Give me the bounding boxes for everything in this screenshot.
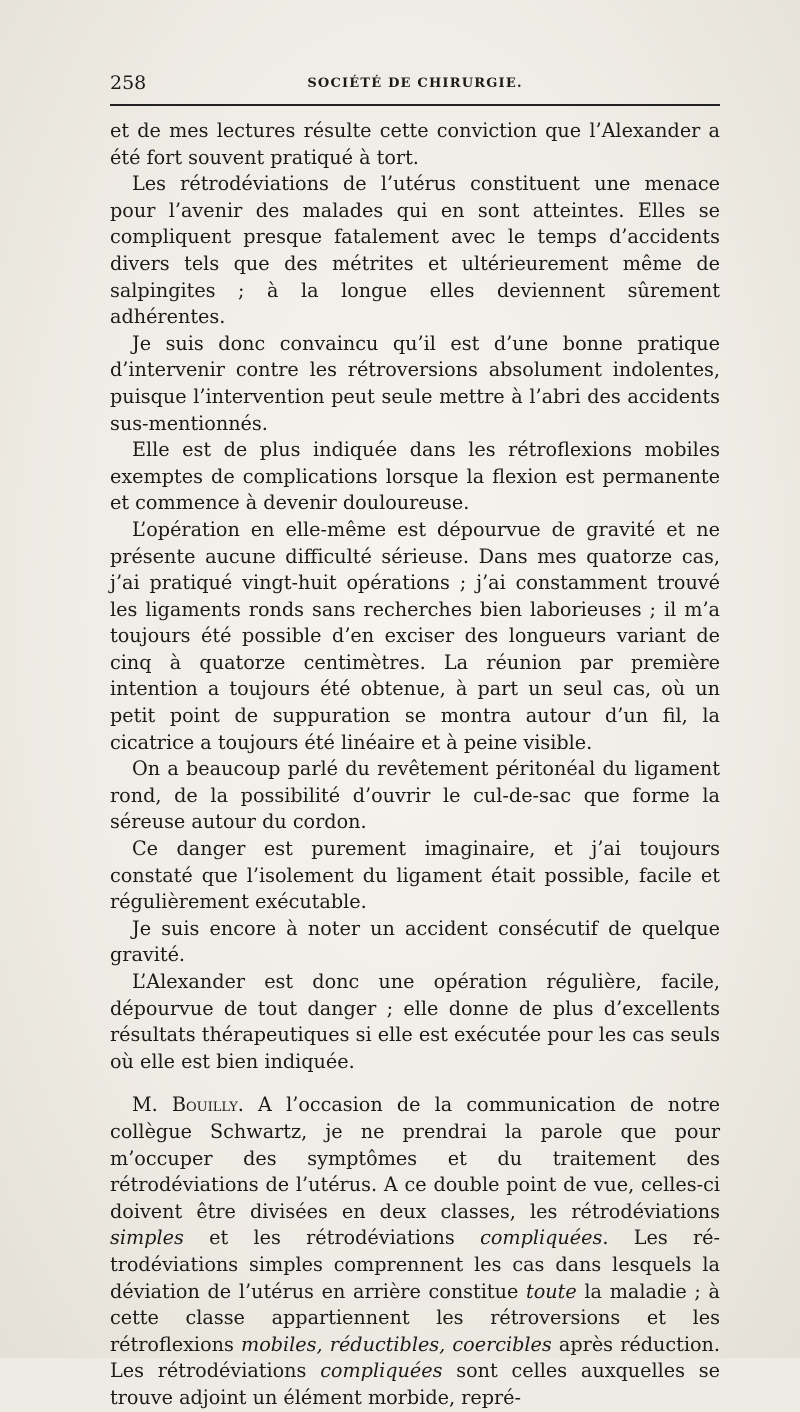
header-rule: [110, 104, 720, 106]
paragraph: Je suis donc convaincu qu’il est d’une bonne pratique d’intervenir contre les rétroversions absolument indolentes, puisque l’intervention peut seule mettre à l’abri des accidents sus-mentionnés.: [110, 331, 720, 435]
speaker-paragraph: [110, 1092, 720, 1411]
emphasis-text: toute: [526, 1279, 577, 1303]
paragraph: et de mes lectures résulte cette conviction que l’Alexander a été fort souvent pratiqué à tort.: [110, 119, 720, 169]
paragraph: Les rétrodéviations de l’utérus constituent une menace pour l’avenir des malades qui en sont atteintes. Elles se compliquent presque fatalement avec le temps d’accidents divers tels que des métrites et ultérieurement même de salpingites ; à la longue elles deviennent sûrement adhérentes.: [110, 172, 720, 329]
speaker-text: A l’occasion de la communication de notre collègue Schwartz, je ne prendrai la parole que pour m’occuper des symptômes et du traitement des rétrodéviations de l’utérus. A ce double point de vue, celles-ci doivent être divisées en deux classes, les rétrodéviations: [110, 1093, 720, 1223]
speaker-text: la maladie ; à cette classe appartiennent les rétroversions et les rétroflexions: [110, 1279, 720, 1356]
paragraph: Je suis encore à noter un accident consécutif de quelque gravité.: [110, 916, 720, 967]
body-text: [110, 118, 720, 1412]
page-number: 258: [110, 72, 147, 94]
paragraph: Elle est de plus indiquée dans les rétroflexions mobiles exemptes de complications lorsque la flexion est permanente et commence à devenir douloureuse.: [110, 438, 720, 515]
paragraph: On a beaucoup parlé du revêtement péritonéal du ligament rond, de la possibilité d’ouvrir le cul-de-sac que forme la séreuse autour du cordon.: [110, 757, 720, 834]
speaker-text: sont celles auxquelles se trouve adjoint un élément morbide, repré-: [110, 1359, 721, 1409]
page-header: [110, 66, 720, 96]
emphasis-text: mobiles, réductibles, coercibles: [241, 1332, 552, 1356]
emphasis-text: compliquées: [320, 1359, 443, 1383]
speaker-text: et les rétrodéviations: [183, 1226, 481, 1250]
emphasis-text: compliquées: [480, 1226, 603, 1250]
speaker-text: après réduction. Les rétrodéviations: [110, 1332, 720, 1383]
paragraph: L’Alexander est donc une opération régulière, facile, dépourvue de tout danger ; elle donne de plus d’excellents résultats thérapeutiques si elle est exécutée pour les cas seuls où elle est bien indiquée.: [110, 970, 720, 1073]
paragraph: L’opération en elle-même est dépourvue de gravité et ne présente aucune difficulté sérieuse. Dans mes quatorze cas, j’ai pratiqué vingt-huit opérations ; j’ai constamment trouvé les ligaments ronds sans recherches bien laborieuses ; il m’a toujours été possible d’en exciser des longueurs variant de cinq à quatorze centimètres. La réunion par première intention a toujours été obtenue, à part un seul cas, où un petit point de suppuration se montra autour d’un fil, la cicatrice a toujours été linéaire et à peine visible.: [110, 517, 720, 754]
emphasis-text: simples: [110, 1226, 184, 1250]
paragraph: Ce danger est purement imaginaire, et j’ai toujours constaté que l’isolement du ligament était possible, facile et régulièrement exécutable.: [110, 837, 720, 914]
speaker-name: M. Bouilly.: [132, 1093, 244, 1117]
speaker-text: . Les rétrodéviations simples comprennent les cas dans lesquels la déviation de l’utérus en arrière constitue: [110, 1226, 720, 1303]
running-head: SOCIÉTÉ DE CHIRURGIE.: [307, 76, 523, 91]
